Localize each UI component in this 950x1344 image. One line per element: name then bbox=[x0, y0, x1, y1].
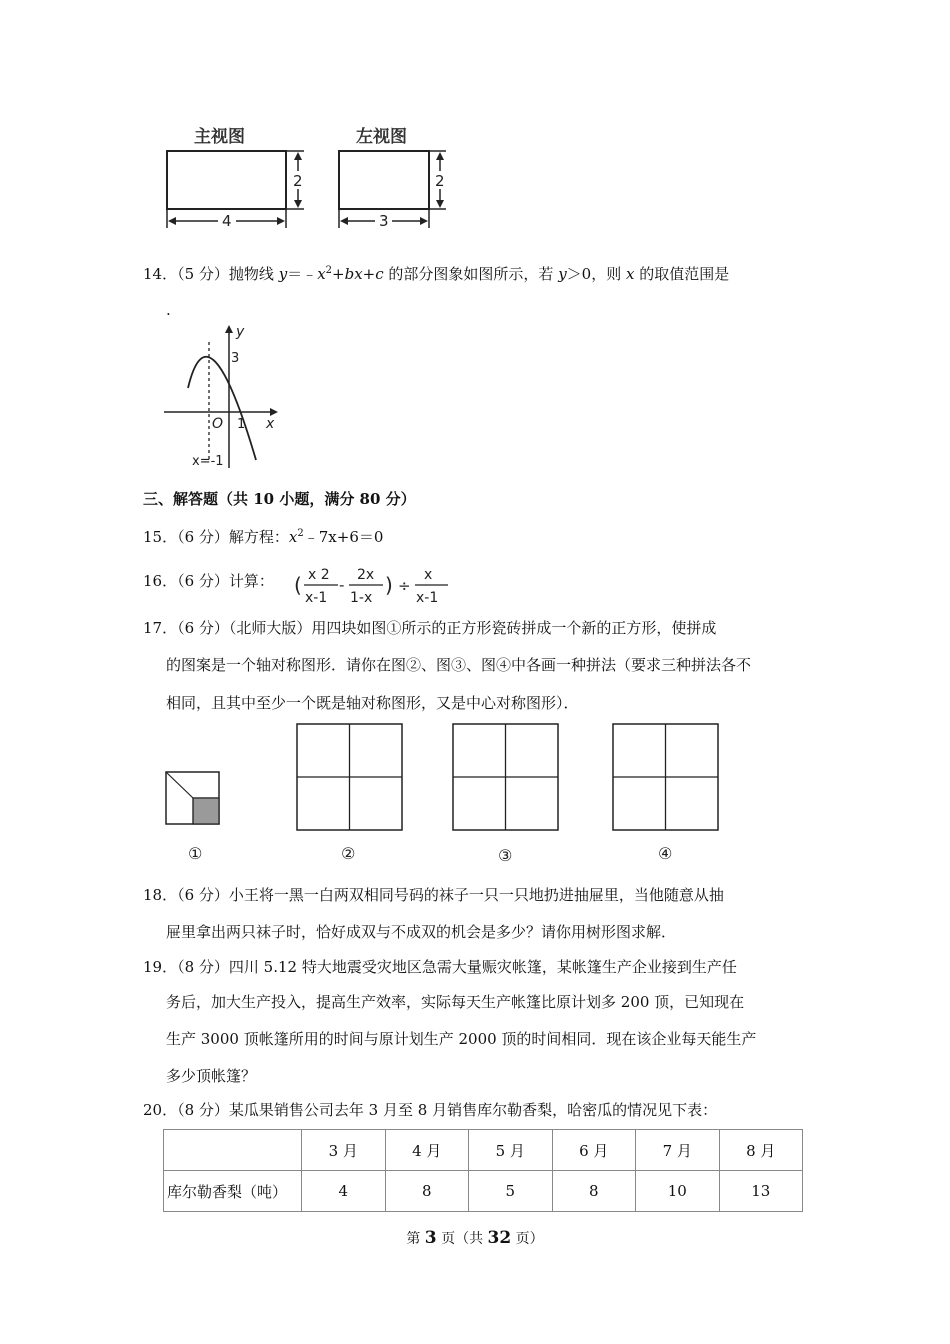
table-header-cell: 7 月 bbox=[636, 1130, 720, 1171]
question-20: 20．（8 分）某瓜果销售公司去年 3 月至 8 月销售库尔勒香梨，哈密瓜的情况见下表： bbox=[143, 1101, 718, 1119]
table-header-cell: 6 月 bbox=[552, 1130, 636, 1171]
question-19-line3: 生产 3000 顶帐篷所用的时间与原计划生产 2000 顶的时间相同．现在该企业每天能生产 bbox=[166, 1030, 757, 1048]
svg-text:): ) bbox=[385, 573, 393, 597]
table-cell: 4 bbox=[302, 1171, 386, 1212]
section-heading: 三、解答题（共 10 小题，满分 80 分） bbox=[143, 490, 416, 508]
question-16-expression bbox=[292, 560, 452, 610]
page-footer: 第 3 页（共 32 页） bbox=[406, 1228, 544, 1248]
page-total: 32 bbox=[487, 1228, 512, 1248]
question-14-blank-end: . bbox=[166, 301, 171, 319]
question-14: 14．（5 分）抛物线 $y=﹣x^2+bx+c$ 的部分图象如图所示，若 y＞0，则 x 的取值范围是 bbox=[143, 265, 730, 283]
question-17-line3: 相同，且其中至少一个既是轴对称图形，又是中心对称图形）． bbox=[166, 694, 579, 712]
table-cell: 8 bbox=[552, 1171, 636, 1212]
tile-grid-2 bbox=[297, 724, 402, 830]
table-row-label: 库尔勒香梨（吨） bbox=[164, 1171, 302, 1212]
table-cell: 13 bbox=[719, 1171, 803, 1212]
symmetry-axis-label: x=-1 bbox=[192, 454, 224, 469]
parabola-curve bbox=[188, 357, 256, 460]
y-intercept-label: 3 bbox=[231, 351, 240, 366]
figure-label-3: ③ bbox=[498, 846, 513, 865]
x-intercept-label: 1 bbox=[237, 417, 246, 432]
figure-label-4: ④ bbox=[658, 844, 673, 863]
svg-text:x: x bbox=[424, 567, 433, 583]
question-19-line4: 多少顶帐篷？ bbox=[166, 1067, 257, 1085]
question-15: 15．（6 分）解方程：$x^2﹣7x+6=0$ bbox=[143, 528, 384, 546]
table-cell: 8 bbox=[385, 1171, 469, 1212]
svg-text:x-1: x-1 bbox=[416, 590, 439, 606]
tile-figures bbox=[160, 715, 730, 870]
svg-text:x 2: x 2 bbox=[308, 567, 330, 583]
table-header-cell: 5 月 bbox=[469, 1130, 553, 1171]
svg-text:x-1: x-1 bbox=[305, 590, 328, 606]
figure-label-1: ① bbox=[188, 844, 203, 863]
left-view-title: 左视图 bbox=[356, 127, 407, 147]
left-height-label: 2 bbox=[435, 172, 445, 190]
table-cell: 10 bbox=[636, 1171, 720, 1212]
question-18-line1: 18．（6 分）小王将一黑一白两双相同号码的袜子一只一只地扔进抽屉里，当他随意从抽 bbox=[143, 886, 724, 904]
front-height-label: 2 bbox=[293, 172, 303, 190]
question-17-line2: 的图案是一个轴对称图形．请你在图②、图③、图④中各画一种拼法（要求三种拼法各不 bbox=[166, 656, 752, 674]
question-17-line1: 17．（6 分）（北师大版）用四块如图①所示的正方形瓷砖拼成一个新的正方形，使拼成 bbox=[143, 619, 717, 637]
svg-text:÷: ÷ bbox=[398, 577, 411, 595]
table-row bbox=[164, 1171, 803, 1212]
three-view-figure bbox=[150, 118, 460, 238]
svg-text:1-x: 1-x bbox=[350, 590, 373, 606]
table-header-cell: 8 月 bbox=[719, 1130, 803, 1171]
sales-table bbox=[163, 1129, 803, 1212]
front-width-label: 4 bbox=[222, 212, 232, 230]
svg-text:-: - bbox=[339, 576, 345, 594]
question-18-line2: 屉里拿出两只袜子时，恰好成双与不成双的机会是多少？请你用树形图求解． bbox=[166, 923, 677, 941]
x-axis-label: x bbox=[266, 416, 275, 432]
tile-grid-4 bbox=[613, 724, 718, 830]
figure-label-2: ② bbox=[341, 844, 356, 863]
table-header-cell: 4 月 bbox=[385, 1130, 469, 1171]
svg-text:(: ( bbox=[294, 573, 302, 597]
left-width-label: 3 bbox=[379, 212, 389, 230]
question-16-label: 16．（6 分）计算： bbox=[143, 572, 274, 590]
y-axis-label: y bbox=[236, 324, 245, 340]
table-header-row bbox=[164, 1130, 803, 1171]
question-19-line2: 务后，加大生产投入，提高生产效率，实际每天生产帐篷比原计划多 200 顶，已知现在 bbox=[166, 993, 745, 1011]
tile-grid-3 bbox=[453, 724, 558, 830]
parabola-graph bbox=[160, 320, 285, 470]
svg-text:2x: 2x bbox=[357, 567, 375, 583]
front-view-rect bbox=[167, 151, 286, 209]
front-view-title: 主视图 bbox=[194, 127, 245, 147]
table-header-cell: 3 月 bbox=[302, 1130, 386, 1171]
table-cell: 5 bbox=[469, 1171, 553, 1212]
origin-label: O bbox=[212, 416, 224, 432]
table-header-cell bbox=[164, 1130, 302, 1171]
page-number: 3 bbox=[424, 1228, 437, 1248]
question-19-line1: 19．（8 分）四川 5.12 特大地震受灾地区急需大量赈灾帐篷，某帐篷生产企业接到生产任 bbox=[143, 958, 737, 976]
left-view-rect bbox=[339, 151, 429, 209]
